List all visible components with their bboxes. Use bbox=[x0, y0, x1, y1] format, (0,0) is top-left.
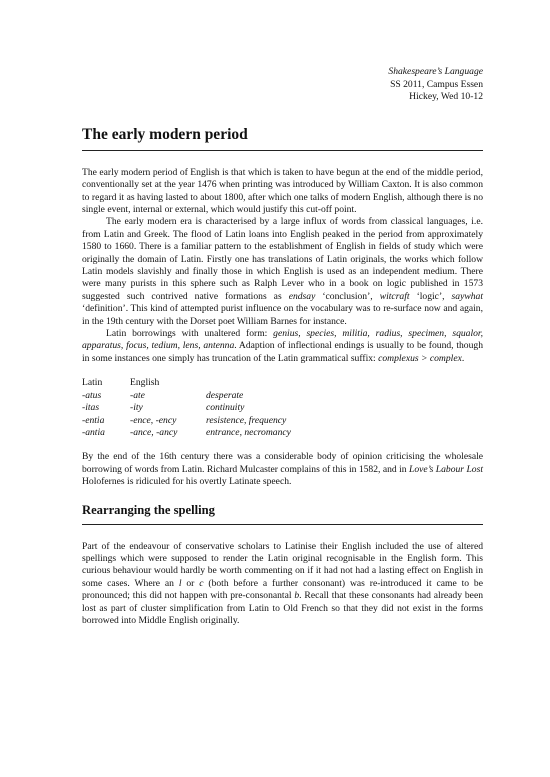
paragraph-classical-influx bbox=[82, 216, 483, 328]
table-row bbox=[82, 390, 291, 402]
table-cell: -ence, -ency bbox=[130, 414, 177, 426]
table-cell: -ance, -ancy bbox=[130, 426, 178, 438]
table-cell: entrance, necromancy bbox=[206, 426, 291, 438]
text-run: Latin borrowings with unaltered form: bbox=[106, 328, 274, 340]
table-cell: -ate bbox=[130, 389, 145, 401]
text-run: The early modern era is characterised by a large influx of words from classical languages, i.e. from Latin and Greek. The flood of Latin loans into English peaked in the period from approximately 1580 to 1660. There is a familiar pattern to the establishment of English in fields of study which were originally the domain of Latin. Firstly one has translations of Latin originals, the works which follow Latin models slavishly and finally those in which English is used as an independent medium. There were many purists in this sphere such as Ralph Lever who in a book on logic published in 1573 suggested such contrived native formations as bbox=[82, 216, 483, 302]
paragraph-intro: The early modern period of English is that which is taken to have begun at the end of the middle period, conventionally set at the year 1476 when printing was introduced by William Caxton. It is also common to regard it as having lasted to about 1800, after which one talks of modern English, although there is no single event, internal or external, which would justify this cut-off point. bbox=[82, 166, 483, 215]
play-title: Love’s Labour Lost bbox=[409, 463, 483, 475]
table-cell: -atus bbox=[82, 389, 102, 401]
letter-b: b bbox=[294, 590, 300, 602]
text-run: (both before a further consonant) was re-introduced it came to be pronounced; this did not happen with pre-consonantal bbox=[82, 577, 483, 602]
section-heading-early-modern: The early modern period bbox=[82, 126, 483, 151]
text-run: ‘definition’. This kind of attempted purist influence on the vocabulary was to re-surface now and again, in the 19th century with the Dorset poet William Barnes for instance. bbox=[82, 303, 483, 327]
table-header-row bbox=[82, 377, 291, 389]
borrowing-list: genius, species, militia, radius, specimen, squalor, apparatus, focus, tedium, lens, antenna bbox=[82, 328, 483, 352]
paragraph-criticism bbox=[82, 451, 483, 488]
document-header bbox=[82, 66, 483, 104]
text-run: By the end of the 16th century there was a considerable body of opinion criticising the wholesale borrowing of words from Latin. Richard Mulcaster complains of this in 1582, and in bbox=[82, 451, 483, 475]
instructor-line: Hickey, Wed 10-12 bbox=[409, 91, 483, 103]
table-cell: continuity bbox=[206, 402, 245, 414]
letter-c: c bbox=[199, 577, 204, 589]
table-header-cell bbox=[206, 377, 291, 389]
table-row bbox=[82, 415, 291, 427]
text-run: . Recall that these consonants had already been lost as part of cluster simplification from Latin to Old French so that they did not exist in the forms borrowed into Middle English originally. bbox=[82, 590, 483, 626]
table-cell: -itas bbox=[82, 402, 100, 414]
suffix-table bbox=[82, 377, 291, 439]
text-run: . bbox=[461, 352, 465, 364]
paragraph-latin-borrowings bbox=[82, 328, 483, 365]
section-heading-spelling: Rearranging the spelling bbox=[82, 503, 483, 525]
text-run: or bbox=[181, 577, 200, 589]
table-cell: desperate bbox=[206, 389, 244, 401]
text-run: . Adaption of inflectional endings is usually to be found, though in some instances one simply has truncation of the Latin grammatical suffix: bbox=[82, 340, 483, 364]
table-row bbox=[82, 427, 291, 439]
example-word-witcraft: witcraft bbox=[379, 290, 410, 302]
paragraph-spelling bbox=[82, 541, 483, 628]
table-cell: resistence, frequency bbox=[206, 414, 287, 426]
example-word-endsay: endsay bbox=[288, 290, 316, 302]
table-cell: -entia bbox=[82, 414, 105, 426]
example-word-saywhat: saywhat bbox=[451, 290, 483, 302]
gloss-logic: ‘logic’, bbox=[409, 290, 452, 302]
table-header-cell: English bbox=[130, 377, 160, 389]
course-title: Shakespeare’s Language bbox=[388, 66, 483, 77]
table-header-cell: Latin bbox=[82, 377, 103, 389]
term-line: SS 2011, Campus Essen bbox=[390, 78, 483, 90]
letter-l: l bbox=[178, 577, 182, 589]
table-row bbox=[82, 402, 291, 414]
text-run: Part of the endeavour of conservative scholars to Latinise their English included the use of altered spellings which were supposed to render the Latin original recognisable in the English form. This curious behaviour would hardly be worth commenting on if it had not had a lasting effect on English in some cases. Where an bbox=[82, 540, 483, 589]
gloss-conclusion: ‘conclusion’, bbox=[315, 290, 380, 302]
example-complex: complexus > complex bbox=[378, 352, 462, 364]
text-run: Holofernes is ridiculed for his overtly Latinate speech. bbox=[82, 476, 292, 488]
table-cell: -antia bbox=[82, 426, 105, 438]
table-cell: -ity bbox=[130, 402, 143, 414]
